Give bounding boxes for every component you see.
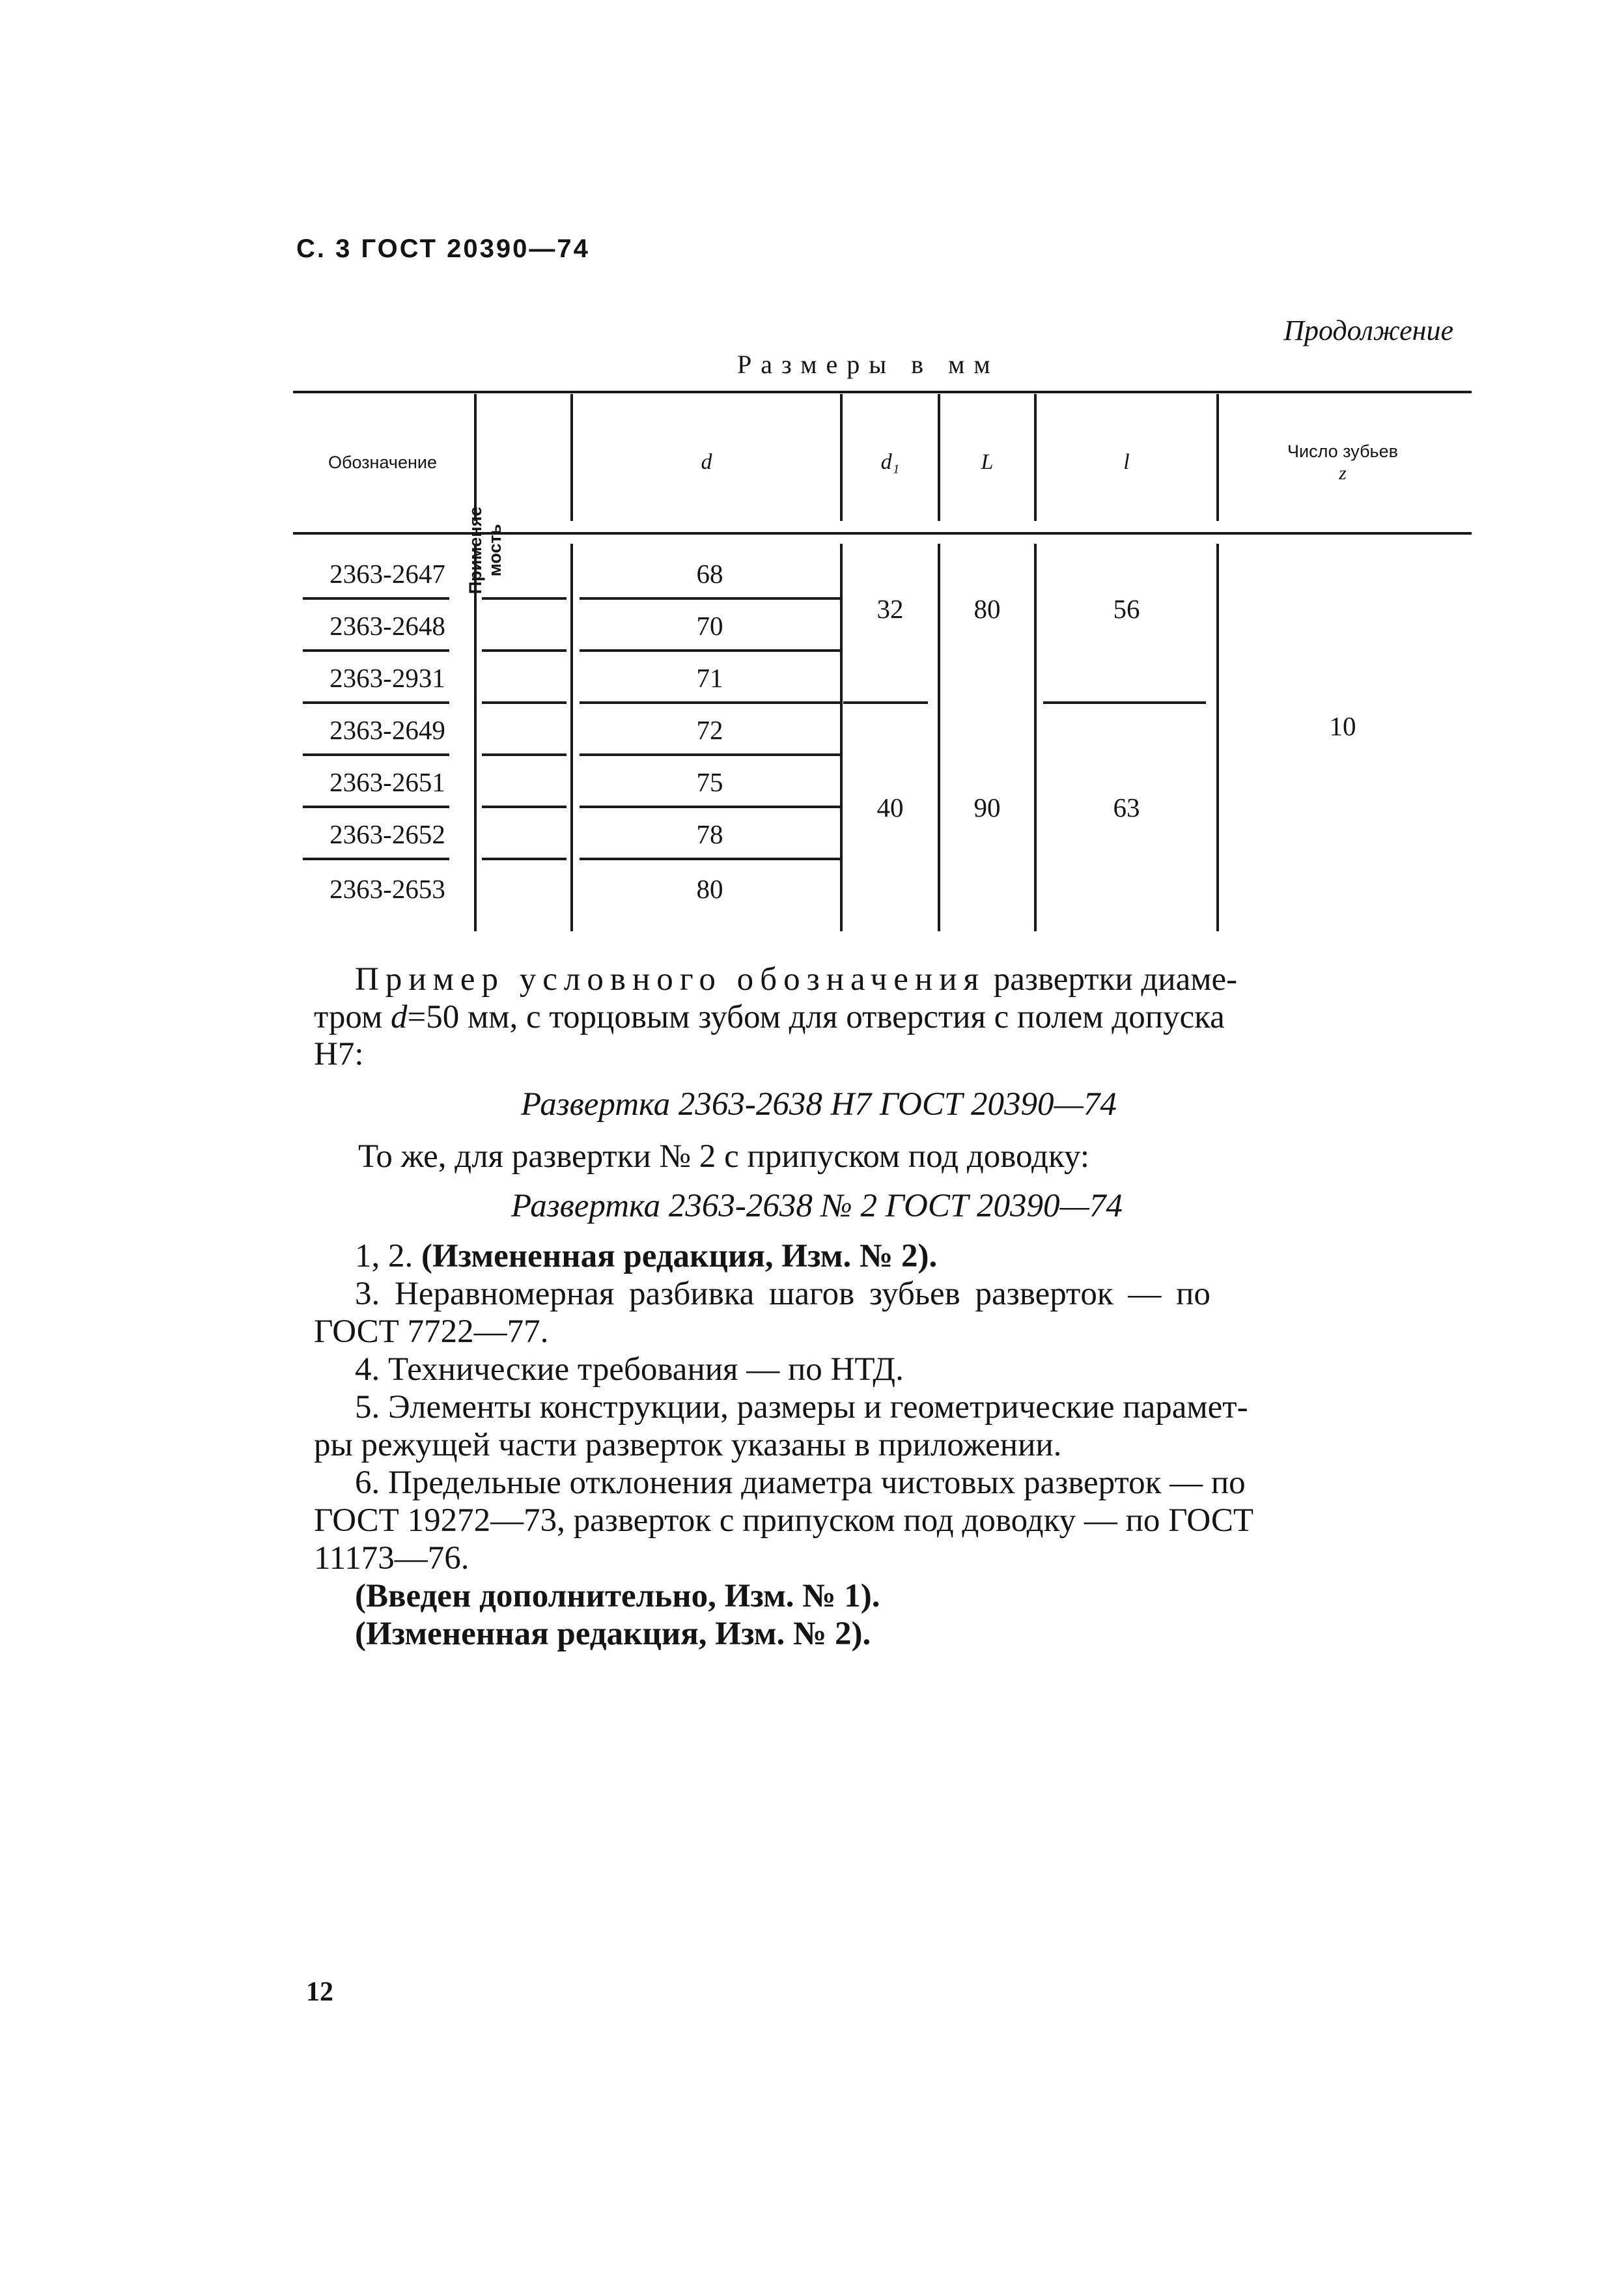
table-cell-d: 71 — [696, 663, 723, 693]
table-cell-d: 68 — [696, 559, 723, 589]
group-rule — [843, 701, 928, 704]
header-designation: Обозначение — [328, 452, 437, 472]
row-rule — [303, 806, 449, 808]
row-rule — [482, 858, 567, 860]
continuation-label: Продолжение — [1283, 315, 1453, 346]
table-cell-L: 90 — [973, 793, 1001, 822]
table-cell-d: 80 — [696, 874, 723, 904]
row-rule — [580, 597, 840, 600]
table-cell-d: 72 — [696, 715, 723, 745]
header-l: l — [1123, 450, 1130, 474]
page-header: С. 3 ГОСТ 20390—74 — [296, 234, 590, 263]
row-rule — [303, 753, 449, 756]
group-rule — [1043, 701, 1206, 704]
units-caption: Размеры в мм — [737, 350, 1000, 379]
row-rule — [482, 806, 567, 808]
row-rule — [580, 701, 840, 704]
table-row-designation: 2363-2648 — [329, 611, 445, 641]
item-1-2: 1, 2. (Измененная редакция, Изм. № 2). — [355, 1238, 938, 1274]
table-cell-l: 63 — [1113, 793, 1140, 822]
table-cell-teeth: 10 — [1329, 711, 1356, 741]
row-rule — [580, 649, 840, 652]
item-5-line-2: ры режущей части разверток указаны в приложении. — [314, 1427, 1062, 1463]
table-row-designation: 2363-2652 — [329, 819, 445, 849]
table-cell-d: 70 — [696, 611, 723, 641]
table-row-designation: 2363-2653 — [329, 874, 445, 904]
example-line-3: Н7: — [314, 1036, 364, 1073]
table-row-designation: 2363-2649 — [329, 715, 445, 745]
row-rule — [303, 649, 449, 652]
row-rule — [303, 701, 449, 704]
row-rule — [580, 753, 840, 756]
row-rule — [482, 701, 567, 704]
table-row-designation: 2363-2931 — [329, 663, 445, 693]
page-number: 12 — [306, 1977, 333, 2007]
table-cell-d1: 40 — [876, 793, 904, 822]
item-6-line-2: ГОСТ 19272—73, разверток с припуском под доводку — по ГОСТ — [314, 1502, 1254, 1539]
col-rule — [570, 544, 573, 931]
table-cell-l: 56 — [1113, 594, 1140, 624]
designation-example-1: Развертка 2363-2638 Н7 ГОСТ 20390—74 — [521, 1086, 1117, 1123]
item-6-line-3: 11173—76. — [314, 1540, 469, 1577]
item-6-line-1: 6. Предельные отклонения диаметра чистовых разверток — по — [355, 1465, 1246, 1501]
amendment-note-2: (Измененная редакция, Изм. № 2). — [355, 1616, 871, 1652]
header-teeth: Число зубьев z — [1287, 442, 1398, 484]
table-cell-d1: 32 — [876, 594, 904, 624]
item-3-line-2: ГОСТ 7722—77. — [314, 1313, 549, 1350]
header-d1: d₁ — [880, 450, 900, 474]
row-rule — [482, 649, 567, 652]
table-cell-L: 80 — [973, 594, 1001, 624]
example-line-2: тром d=50 мм, с торцовым зубом для отверстия с полем допуска — [314, 999, 1225, 1035]
table-row-designation: 2363-2647 — [329, 559, 445, 589]
amendment-note-1: (Введен дополнительно, Изм. № 1). — [355, 1578, 880, 1614]
row-rule — [303, 597, 449, 600]
header-L: L — [981, 450, 994, 474]
header-applicability: Применяе мость — [466, 506, 505, 595]
item-5-line-1: 5. Элементы конструкции, размеры и геометрические парамет- — [355, 1389, 1248, 1425]
row-rule — [580, 858, 840, 860]
table-cell-d: 75 — [696, 767, 723, 797]
designation-example-2: Развертка 2363-2638 № 2 ГОСТ 20390—74 — [511, 1188, 1123, 1224]
table-row-designation: 2363-2651 — [329, 767, 445, 797]
row-rule — [303, 858, 449, 860]
example-line-1: Пример условного обозначения развертки диаме- — [355, 961, 1238, 998]
item-3-line-1: 3. Неравномерная разбивка шагов зубьев развертoк — по — [355, 1276, 1211, 1312]
row-rule — [580, 806, 840, 808]
item-4: 4. Технические требования — по НТД. — [355, 1351, 904, 1388]
table-cell-d: 78 — [696, 819, 723, 849]
same-for-line: То же, для развертки № 2 с припуском под доводку: — [358, 1138, 1090, 1175]
table-top-rule — [293, 391, 1472, 393]
header-d: d — [701, 450, 712, 474]
row-rule — [482, 753, 567, 756]
